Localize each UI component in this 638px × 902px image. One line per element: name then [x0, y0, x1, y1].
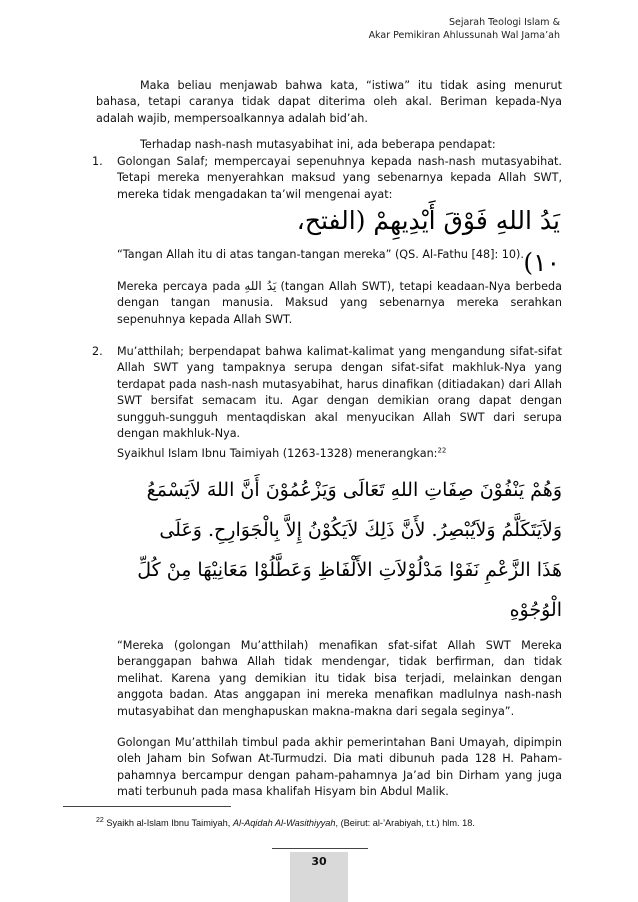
item2-intro: [117, 446, 562, 462]
ibnu-taimiyah-quote-arabic: [112, 470, 562, 630]
item2-text: Mu’atthilah; berpendapat bahwa kalimat-kalimat yang mengandung sifat-sifat Allah SWT yang tampaknya serupa dengan sifat-sifat makhluk-Nya yang terdapat pada nash-nash mutasyabihat, harus dinafikan (ditiadakan) dari Allah SWT bersifat semacam itu. Agar dengan demikian orang dapat dengan sungguh-sungguh mentaqdiskan akal menyucikan Allah SWT dari serupa dengan makhluk-Nya.: [117, 345, 562, 441]
item2-history: Golongan Mu’atthilah timbul pada akhir pemerintahan Bani Umayah, dipimpin oleh Jaham bin Sofwan At-Turmudzi. Dia mati dibunuh pada 128 H. Paham-pahamnya bercampur dengan paham-pahamnya Ja’ad bin Dirham yang juga mati terbunuh pada masa khalifah Hisyam bin Abdul Malik.: [117, 736, 562, 799]
footnote-publication: , (Beirut: al-’Arabiyah, t.t.) hlm. 18.: [335, 818, 475, 828]
footnote-number: 22: [96, 816, 104, 824]
footnote: [96, 818, 475, 828]
footnote-author: Syaikh al-Islam Ibnu Taimiyah,: [106, 818, 231, 828]
footnote-title: Al-Aqidah Al-Wasithiyyah: [232, 818, 336, 828]
arabic-line-1: وَهُمْ يَنْفُوْنَ صِفَاتِ اللهِ تَعَالَى وَيَزْعُمُوْنَ أَنَّ اللهَ لاَيَسْمَعُ: [146, 479, 562, 501]
page-number-box: [290, 852, 348, 902]
header-line-1: Sejarah Teologi Islam &: [449, 17, 560, 28]
item1-belief: [117, 278, 562, 328]
item2-translation: “Mereka (golongan Mu’atthilah) menafikan sfat-sifat Allah SWT Mereka beranggapan bahwa Allah tidak mendengar, tidak berfirman, dan tidak melihat. Karena yang demikian itu tidak bisa terjadi, melainkan dengan anggota badan. Atas anggapan ini mereka menafikan madlulnya nash-nash mutasyabihat dan menghapuskan makna-makna dari segala seginya”.: [117, 639, 562, 718]
belief-arabic: يَدُ اللهِ: [244, 279, 277, 293]
belief-text-after: (tangan Allah SWT), tetapi keadaan-Nya berbeda dengan tangan manusia. Maksud yang sebenarnya mereka serahkan sepenuhnya kepada Allah SWT.: [117, 280, 562, 326]
list-number-2: 2.: [92, 345, 103, 358]
footnote-divider: [63, 806, 231, 807]
header-line-2: Akar Pemikiran Ahlussunah Wal Jama’ah: [368, 30, 560, 41]
quran-verse-arabic: يَدُ اللهِ فَوْقَ أَيْدِيهِمْ (الفتح، ١٠): [296, 206, 560, 277]
footnote-ref: 22: [437, 446, 447, 455]
running-header: [369, 16, 560, 42]
item1-text: Golongan Salaf; mempercayai sepenuhnya kepada nash-nash mutasyabihat. Tetapi mereka menyerahkan maksud yang sebenarnya kepada Allah SWT, mereka tidak mengadakan ta’wil mengenai ayat:: [117, 155, 562, 201]
arabic-line-4: الْوُجُوْهِ: [509, 599, 562, 621]
page-number-rule: [272, 848, 368, 849]
page-number: 30: [311, 855, 327, 868]
item2-intro-text: Syaikhul Islam Ibnu Taimiyah (1263-1328) menerangkan:: [117, 447, 438, 460]
paragraph-intro: Terhadap nash-nash mutasyabihat ini, ada beberapa pendapat:: [140, 138, 496, 151]
list-number-1: 1.: [92, 155, 103, 168]
item1-translation: “Tangan Allah itu di atas tangan-tangan mereka” (QS. Al-Fathu [48]: 10).: [117, 248, 524, 261]
belief-text-before: Mereka percaya pada: [117, 280, 241, 293]
arabic-line-3: هَذَا الزَّعْمِ نَفَوْا مَدْلُوْلاَتِ الأَلْفَاظِ وَعَطَّلُوْا مَعَانِيْهَا مِنْ كُلِّ: [137, 559, 562, 581]
paragraph-istiwa: Maka beliau menjawab bahwa kata, “istiwa” itu tidak asing menurut bahasa, tetapi caranya tidak dapat diterima oleh akal. Beriman kepada-Nya adalah wajib, mempersoalkannya adalah bid’ah.: [96, 79, 562, 125]
arabic-line-2: وَلاَيَتَكَلَّمُ وَلاَيُبْصِرُ. لأَنَّ ذَلِكَ لاَيَكُوْنُ إِلاَّ بِالْجَوَارِحِ. وَعَلَى: [159, 519, 562, 541]
